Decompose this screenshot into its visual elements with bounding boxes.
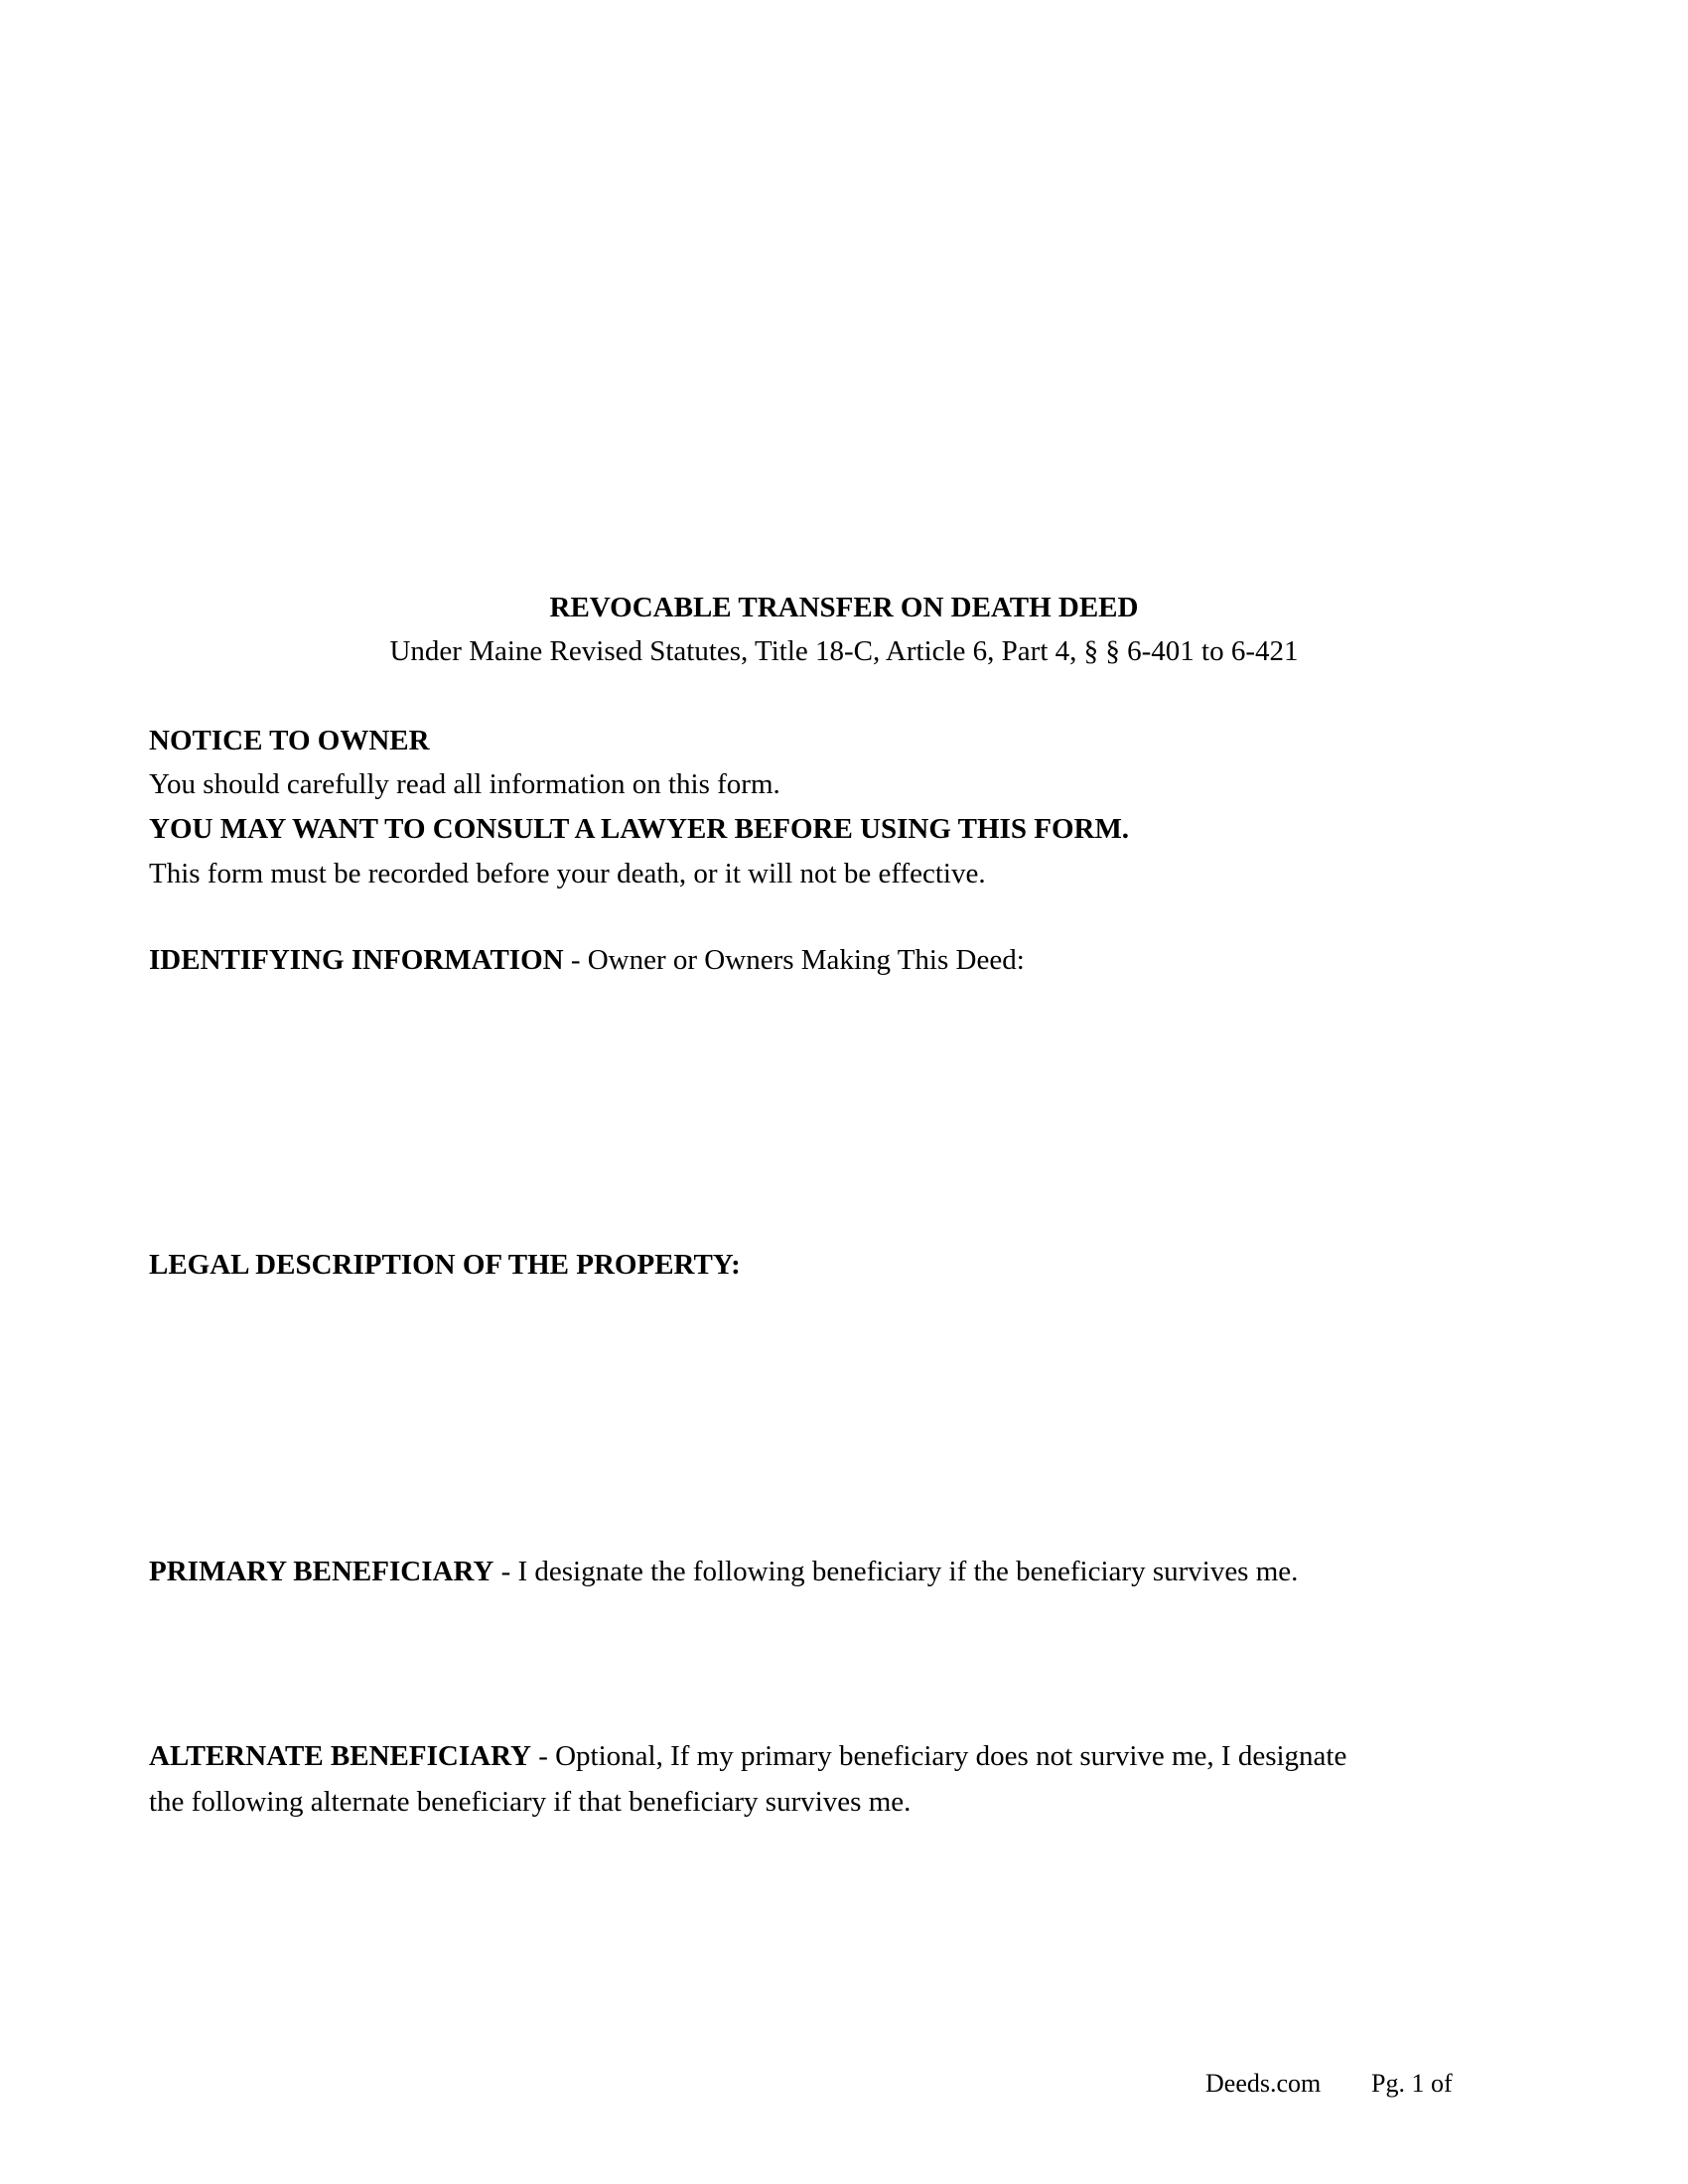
legal-description-label: LEGAL DESCRIPTION OF THE PROPERTY: <box>149 1249 741 1281</box>
alternate-beneficiary <box>149 1742 1346 1771</box>
identifying-label: IDENTIFYING INFORMATION <box>149 944 564 976</box>
notice-heading: NOTICE TO OWNER <box>149 725 430 756</box>
primary-beneficiary <box>149 1558 1298 1586</box>
alternate-beneficiary-continued: the following alternate beneficiary if that beneficiary survives me. <box>149 1786 912 1818</box>
identifying-text: - Owner or Owners Making This Deed: <box>563 944 1025 976</box>
footer-site: Deeds.com <box>1205 2069 1322 2098</box>
notice-line-lawyer: YOU MAY WANT TO CONSULT A LAWYER BEFORE USING THIS FORM. <box>149 813 1130 845</box>
footer-page-number: Pg. 1 of <box>1371 2069 1453 2098</box>
alternate-beneficiary-label: ALTERNATE BENEFICIARY <box>149 1740 531 1772</box>
document-title: REVOCABLE TRANSFER ON DEATH DEED <box>549 592 1139 623</box>
notice-line-recorded: This form must be recorded before your death, or it will not be effective. <box>149 858 986 889</box>
identifying-information <box>149 946 1025 975</box>
primary-beneficiary-label: PRIMARY BENEFICIARY <box>149 1556 494 1587</box>
notice-line-read: You should carefully read all information on this form. <box>149 768 780 800</box>
statute-subtitle: Under Maine Revised Statutes, Title 18-C, Article 6, Part 4, § § 6-401 to 6-421 <box>389 635 1299 667</box>
alternate-beneficiary-text: - Optional, If my primary beneficiary does not survive me, I designate <box>530 1740 1347 1772</box>
primary-beneficiary-text: - I designate the following beneficiary if the beneficiary survives me. <box>493 1556 1299 1587</box>
